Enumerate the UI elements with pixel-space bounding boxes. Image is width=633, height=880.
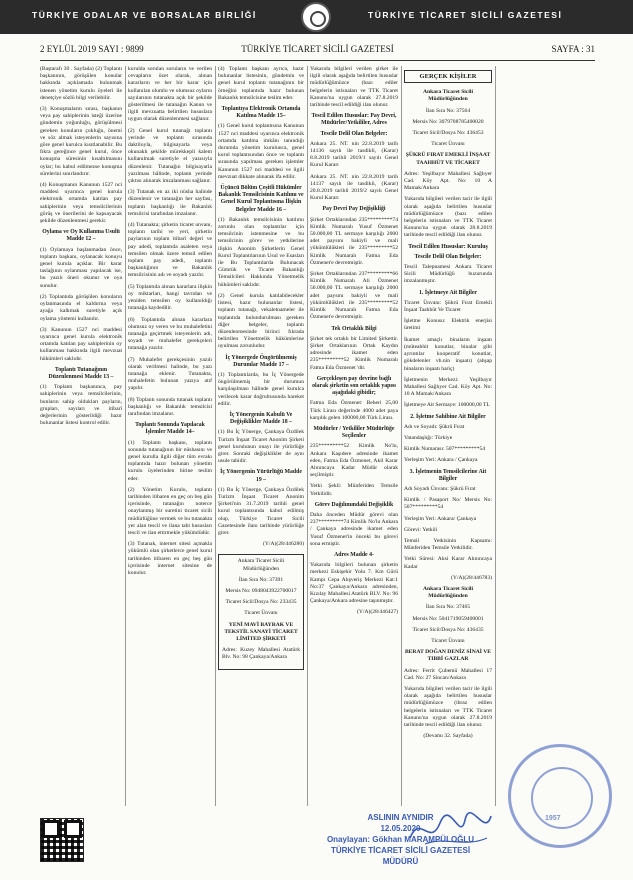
paragraph: Kimlik Numarası: 507*********54 <box>404 446 486 453</box>
paragraph: (Baştarafı 30 . Sayfada) (2) Toplantı başkanının, görüşülen konular hakkında açıklamada bulunmak istenen yönetim kurulu üyeleri ile denetçiye sözlü bilgi verilebilir. <box>40 66 122 101</box>
notice-line: Ticaret Sicil/Dosya No: 436453 <box>412 130 484 137</box>
paragraph: Vatandaşlığı: Türkiye <box>404 434 453 441</box>
paragraph: 235*********52 Kimlik No'lu, Ankara Kaşıdere adresinde ikamet eden, Fatma Eda Özmenet, Akil Karar Alınıncaya Kadar Müdür olarak seçilmiştir. <box>310 443 398 479</box>
notice-line: Mersis No: 3079708785400020 <box>412 118 484 125</box>
paragraph: İşletmenin Merkezi: Yeşilbayır Mahallesi Sağlıyer Cad. Köy Apt. No: 10 A Mamak/Ankara <box>404 376 492 398</box>
banner-right-text: TÜRKİYE TİCARET SİCİLİ GAZETESİ <box>368 10 563 20</box>
paragraph: Adres: Yeşilbayır Mahallesi Sağlıyer Cad. Köy Apt. No: 10 A Mamak/Ankara <box>404 170 492 192</box>
gazette-title: TÜRKİYE TİCARET SİCİLİ GAZETESİ <box>241 44 394 54</box>
section-heading: 2. İşletme Sahibine Ait Bilgiler <box>410 413 486 420</box>
paragraph: (3) Konuşmaların sırası, başkanın veya pay sahiplerinin isteği üzerine gündemin yoğunluğu, görüşülmesi gereken konuların çokluğu, önemi ve söz almak isteyenlerin sayısına göre genel kurulca kısıtlanabilir. Bu fıkra gereğince genel kurul, önce konuşma süresinin kısaltılmasını oylar; bu kabul edilmezse konuşma sürelerini sınırlandırır. <box>40 106 122 177</box>
column-divider <box>495 66 496 806</box>
notice-line: Mersis No: 0948043922700017 <box>225 588 297 594</box>
paragraph: Yukarıda bilgileri bulunan şirketin merkezi Eskişehir Yolu 7. Km Gürü Kampı Cepa Alışveriş Merkezi Kat:1 No:37 Çankaya/Ankara adresinden, Kızılay Mahallesi Atatürk BLV. No: 96 Çankaya/Ankara adresine taşınmıştır. <box>310 562 398 605</box>
column-3 <box>218 66 304 746</box>
paragraph: (4) Konuşmanın Kanunun 1527 nci maddesi uyarınca genel kurula elektronik ortamda katılan pay sahiplerinin veya temsilcilerinin görüş ve önerilerini de kapsayacak şekilde düzenlenmesi gerekir. <box>40 182 122 225</box>
paragraph: Yerleşim Yeri: Ankara/ Çankaya <box>404 515 477 522</box>
company-name: ŞÜKRÜ FIRAT EMEKLİ İNŞAAT TAAHHÜT VE TİCARET <box>405 152 491 166</box>
paragraph: Yerleşim Yeri: Ankara / Çankaya <box>404 457 478 464</box>
paragraph: Şirket tek ortaklı bir Limited Şirkettir. Şirket Ortaklarının Ortak Kaydın adresinde ikamet eden 235*********52 Kimlik Numaralı Fatma Eda Özmenet 'dir. <box>310 335 398 371</box>
paragraph: (3) Tutanak en az iki nüsha halinde düzenlenir ve tutanağın her sayfası, toplantı başkanlığı ile Bakanlık temsilcisi tarafından imzalanır. <box>128 189 212 217</box>
paragraph: Yukarıda bilgileri verilen tacir ile ilgili olarak aşağıda belirtilen hususlar müdürlüğümüzce (ibraz edilen belgelerin istisnaları ve TTK Ticaret Kanunu'na uygun olarak 27.8.2019 tarihinde tescil edildiği ilan olunur. <box>404 686 492 729</box>
section-heading: Toplantı Sonunda Yapılacak İşlemler Madde 14– <box>135 422 205 436</box>
section-heading: 1. İşletmeye Ait Bilgiler <box>419 289 477 296</box>
section-heading: İç Yönergede Öngörülmemiş Durumlar Madde 17 – <box>225 354 297 368</box>
paragraph: Ankara 25. NT. nin 22.8.2019 tarih 14136 sayılı ile tasdikli, (Karar) 8.8.2019 tarihli 2019/1 sayılı Genel Kurul Kararı <box>310 140 398 169</box>
section-heading: Tescile Delil Olan Belgeler: <box>414 253 482 260</box>
section-heading: İç Yönergenin Kabulü Ve Değişiklikler Madde 18 – <box>229 411 293 426</box>
paragraph: Adı ve Soyadı: Şükrü Fırat <box>404 423 465 430</box>
notice-line: İlan Sıra No: 37465 <box>425 604 471 611</box>
section-heading: 3. İşletmenin Temsilcilerine Ait Bilgiler <box>409 468 487 482</box>
column-divider <box>307 66 308 806</box>
notice-line: Ticaret Sicil/Dosya No: 436435 <box>412 626 484 633</box>
section-heading: Tescil Edilen Hususlar: Pay Devri, Müdürler/Yetkililer, Adres <box>311 113 397 127</box>
notice-line: Ankara Ticaret Sicili Müdürlüğünden <box>422 585 474 600</box>
paragraph: Şirket Ortaklarından 235*********74 Kimlik Numaralı Yusuf Özmenet 50.000,00 TL sermaye karşılığı 2000 adet paysını bakiyli ve mali yükümlülükleri ile 235*********52 Kimlik Numaralı Fatma Eda Özmenet'e devretmiştir. <box>310 216 398 266</box>
stamp-line: TÜRKİYE TİCARET SİCİLİ GAZETESİ <box>330 846 471 855</box>
paragraph: Ticaret Ünvanı: Şükrü Fırat Emekli İnşaat Taahhüt Ve Ticaret <box>404 299 492 314</box>
paragraph: (1) Toplantı başkanı, toplantı sonunda tutanağının bir nüshasını ve genel kurulla ilgili diğer tüm evrakı toplantıda hazır bulunan yönetim kurulu üyelerinden birine teslim eder. <box>128 439 212 482</box>
paragraph: (6) Toplantıda alınan kararlara olumsuz oy veren ve bu muhalefetini tutanağa geçirtmek isteyenlerin adı, soyadı ve muhalefet gerekçeleri tutanağa yazılır. <box>128 316 212 352</box>
stamp-line: MÜDÜRÜ <box>382 857 419 866</box>
notice-line: Ticaret Ünvanı <box>431 141 465 148</box>
continued-note: (Devamı 32. Sayfada) <box>423 733 473 740</box>
paragraph: Şirket Ortaklarından 237*********66 Kimlik Numaralı Ali Özmenet 50.000,00 TL sermaye karşılığı 2000 adet paysını bakiyli ve mali yükümlülükleri ile 235*********52 Kimlik Numaralı Fatma Eda Özmenet'e devretmiştir. <box>310 271 398 321</box>
column-2 <box>128 66 212 826</box>
section-heading: Oylama ve Oy Kullanma Usulü Madde 12 – <box>42 229 120 243</box>
section-heading: Görev Dağılımındaki Değişiklik <box>314 501 394 508</box>
section-heading: Gerçekleşen pay devrine bağlı olarak şirketin son ortaklık yapısı aşağıdaki gibidir; <box>312 375 396 397</box>
paragraph: Ankara 25. NT. nin 22.8.2019 tarih 14137 sayılı ile tasdikli, (Karar) 20.8.2019 tarihli 2019/2 sayılı Genel Kurul Kararı <box>310 173 398 202</box>
paragraph: Yukarıda bilgileri verilen tacir ile ilgili olarak aşağıda belirtilen hususlar müdürlüğümüzce (bazı edilen belgelerin istisnaları ve TTK Ticaret Kanunu'na uygun olarak 28.8.2019 tarihinde tescil edildiği ilan olunur. <box>404 196 492 239</box>
paragraph: (5) Toplantıda alınan kararlara ilişkin oy miktarları, hangi tavrıdan ve yeniden temsilen oy kullanıldığı tutanağa kaydedilir. <box>128 283 212 312</box>
paragraph: İkamet amaçlı binaların inşaatı (müteahhit konutlar, binalar gibi ayrıntılar kooperatif konutlar, gökdelenler vb.nin inşaatı) (ahşap binaların inşaatı hariç) <box>404 336 492 372</box>
section-heading: Toplantıya Elektronik Ortamda Katılma Madde 15– <box>221 106 301 120</box>
paragraph: Temsil Yetkisinin Kapsamı: Münferiden Temsile Yetkilidir. <box>404 537 492 552</box>
paragraph: (7) Muhalefet gerekçesinin yazılı olarak verilmesi halinde, bu yazı tutanağa eklenir. Tutanakta, muhalefetin bulunan yazıya atıf yapılır. <box>128 356 212 392</box>
notice-line: Ankara Ticaret Sicili Müdürlüğünden <box>237 558 285 572</box>
section-box-title: GERÇEK KİŞİLER <box>404 70 492 83</box>
banner-left-text: TÜRKİYE ODALAR VE BORSALAR BİRLİĞİ <box>32 10 257 20</box>
paragraph: (1) Toplantılarda, bu İç Yönergede öngörülmemiş bir durumun karşılaşılması hâlinde genel kurulca verilecek karar doğrultusunda hareket edilir. <box>218 371 304 407</box>
stamp-date: 12.05.2020 <box>380 824 421 833</box>
paragraph: Daha önceden Müdür görevi olan 237*********74 Kimlik No'lu Ankara / Çankaya adresinde ikamet eden Yusuf Özmenet'in önceki bu görevi sona ermiştir. <box>310 511 398 547</box>
paragraph: (2) Toplantıda görüşülen konuların oylanmasında el kaldırma veya ayağa kalkmak suretiyle açık oylama yöntemi kullanılır. <box>40 293 122 322</box>
column-1 <box>40 66 122 816</box>
column-5 <box>404 66 492 831</box>
seal-year: 1957 <box>545 815 561 822</box>
stamp-line: Onaylayan: Gökhan MARAMPÜLOĞLU <box>326 835 475 844</box>
issue-date: 2 EYLÜL 2019 SAYI : 9899 <box>40 44 144 54</box>
paragraph: (1) Oylamaya başlanmadan önce, toplantı başkanı, oylanacak konuyu genel kurula açıklar. Bir karar taslağının oylanması yapılacak ise, bu yazılı öneri okunur ve oya sunulur. <box>40 246 122 289</box>
certification-stamp <box>278 812 523 867</box>
notice-block <box>218 554 304 669</box>
section-heading: Müdürler / Yetkililer Müdürlüğe Seçilenler <box>313 425 395 440</box>
notice-line: Ticaret Sicil/Dosya No: 233435 <box>225 599 297 606</box>
page-number: SAYFA : 31 <box>551 44 595 54</box>
qr-code-icon <box>40 818 84 862</box>
section-heading: Pay Devri Pay Değişikliği <box>322 206 386 213</box>
reference-code: (Y/A)(28/446280) <box>262 541 304 548</box>
official-seal-icon <box>508 744 612 848</box>
column-divider <box>125 66 126 806</box>
top-banner <box>0 0 633 34</box>
section-heading: Üçüncü Bölüm Çeşitli Hükümler Bakanlık Temsilcisinin Katılımı ve Genel Kurul Toplantısına İlişkin Belgeler Madde 16 – <box>218 185 304 213</box>
section-heading: Adres Madde 4- <box>334 551 374 558</box>
company-name: BERAT DOĞAN DENİZ SİNAİ VE TIBBİ GAZLAR <box>404 649 492 663</box>
company-name: YENİ MAVİ BAYRAK VE TEKSTİL SANAYİ TİCARET LİMİTED ŞİRKETİ <box>224 621 298 643</box>
paragraph: Görevi: Yetkili <box>404 526 438 533</box>
column-4 <box>310 66 398 836</box>
paragraph: (2) Yönetim Kurulu, toplantı tarihinden itibaren en geç on beş gün içerisinde, tutanağın noterce onaylanmış bir suretini ticaret sicili müdürlüğüne vermek ve bu tutanakta yer alan tescil ve ilana tabi hususları tescil ve ilan ettirmekle yükümlüdür. <box>128 486 212 536</box>
stamp-line: ASLININ AYNIDIR <box>367 813 434 822</box>
paragraph: (4) Tutanakta; şirketin ticaret unvanı, toplantı tarihi ve yeri, şirketin paylarının toplam itibarî değeri ve pay adedi, toplantıda asaleten veya temsilen olmak üzere temsil edilen toplam pay adedi, toplantı başkanlığının ve Bakanlık temsilcisinin adı ve soyadı yazılır. <box>128 222 212 279</box>
paragraph: (3) Tutanak, internet sitesi açmakla yükümlü olan şirketlerce genel kurul tarihinden itibaren en geç beş gün içerisinde internet sitesine de konulur. <box>128 541 212 576</box>
header-rule <box>40 60 595 61</box>
notice-line: İlan Sıra No: 37564 <box>425 107 471 114</box>
notice-line: Mersis No: 5041719059400001 <box>412 615 484 622</box>
paragraph: Tescil Talepnamesi Ankara Ticaret Sicili Müdürlüğü huzurunda imzalanmıştır. <box>404 264 492 285</box>
paragraph: (1) Bu İç Yönerge, Çankaya Özdilek Turizm İnşaat Ticaret Anonim Şirketi'nin 31.7.2019 tarihli genel kurul toplantısında kabul edilmiş olup, Türkiye Ticaret Sicili Gazetesinde ilanı tarihinde yürürlüğe girer. <box>218 486 304 536</box>
notice-line: Adres: Kuzey Mahallesi Atatürk Blv. No: 98 Çankaya/Ankara <box>222 647 300 661</box>
paragraph: Kimlik / Pasaport No/ Mersis No: 507*********54 <box>404 497 492 511</box>
notice-line: İlan Sıra No: 37391 <box>238 576 284 583</box>
paragraph: Fatma Eda Özmenet: Beheri 25,00 Türk Lirası değerinde 4000 adet paya karşılık gelen 100000,00 Türk Lirası. <box>310 400 398 421</box>
reference-code: (Y/A)(28/446783) <box>450 574 492 581</box>
paragraph: (3) Kanunun 1527 nci maddesi uyarınca genel kurula elektronik ortamda katılan pay sahiplerinin oy kullanması hakkında ilgili mevzuat hükümleri saklıdır. <box>40 326 122 362</box>
paragraph: (1) Bakanlık temsilcisinin katılımı zorunlu olan toplantılar için temsilcinin istenmesine ve bu temsilcinin görev ve yetkilerine ilişkin Anonim Şirketlerin Genel Kurul Toplantılarının Usul ve Esasları ile Bu Toplantılarda Bulunacak Gümrük ve Ticaret Bakanlığı Temsilcileri Hakkında Yönetmelik hükümleri saklıdır. <box>218 216 304 288</box>
notice-line: Ticaret Ünvanı <box>244 610 278 617</box>
paragraph: (2) Genel kurula katılabilecekler listesi, hazır bulunanlar listesi, toplantı tutanağı, vekaletnameler ile toplantıda bulundurulması gereken diğer belgeler, toplantı düzenlenmesinde birinci fıkrada belirtilen Yönetmelik hükümlerine uyulması zorunludur. <box>218 292 304 350</box>
section-heading: İç Yönergenin Yürürlüğü Madde 19 – <box>220 469 302 483</box>
paragraph: (1) Toplantı başkanınca, pay sahiplerinin veya temsilcilerinin, bunların sahip oldukları payların, grupları, sayıları ve itibarî değerlerinin gösterildiği hazır bulunanlar listesi kontrol edilir. <box>40 384 122 427</box>
paragraph: (2) Genel kurul tutanağı toplantı yerinde ve toplantı sırasında daktiloyla, bilgisayarla veya okunaklı şekilde mürekkepli kalem kullanılmak suretiyle el yazısıyla düzenlenir. Tutanağın bilgisayarla yazılması hâlinde, toplantı yerinde çıktısı alınarak imzalanması sağlanır. <box>128 127 212 185</box>
paragraph: (1) Genel kurul toplantısına Kanunun 1527 nci maddesi uyarınca elektronik ortamda katılma imkânı tanındığı durumda yönetim kurulunca, genel kurul toplantısından önce ve toplantı sırasında yapılması gereken işlemler Kanunun 1527 nci maddesi ve ilgili mevzuat dikkate alınarak ifa edilir. <box>218 123 304 180</box>
paragraph: Adres: Ferrit Çubemü Mahallesi 17 Cad. No: 27 Sincan/Ankara <box>404 667 492 681</box>
paragraph: (1) Bu İç Yönerge, Çankaya Özdilek Turizm İnşaat Ticaret Anonim Şirketi genel kurulunun onayı ile yürürlüğe girer. Sonraki değişiklikler de aynı usule tabidir. <box>218 429 304 465</box>
column-divider <box>401 66 402 806</box>
reference-code: (Y/A)(28/446427) <box>356 609 398 616</box>
section-heading: Tek Ortaklık Bilgi <box>331 325 377 332</box>
paragraph: (4) Toplantı başkanı ayrıca, hazır bulunanlar listesinin, gündemin ve genel kurul toplantı tutanağının bir örneğini toplantıda hazır bulunan Bakanlık temsilcisine teslim eder. <box>218 66 304 101</box>
paragraph: (8) Toplantı sonunda tutanak toplantı başkanlığı ve Bakanlık temsilcisi tarafından imzalanır. <box>128 396 212 417</box>
notice-line: Ankara Ticaret Sicili Müdürlüğünden <box>422 89 474 103</box>
paragraph: Yukarıda bilgileri verilen şirket ile ilgili olarak aşağıda belirtilen hususlar müdürlüğümüzce (bazı ediler belgelerin istisnaları ve TTK Ticaret Kanunu'na uygun olarak 27.8.2019 tarihinde tescil edildiği ilan olunur. <box>310 66 398 109</box>
section-heading: Toplantı Tutanağının Düzenlenmesi Madde 13 – <box>48 366 114 380</box>
paragraph: İşletmeye Ait Sermaye: 100000,00 TL <box>404 402 490 409</box>
notice-line: Ticaret Ünvanı <box>431 637 465 644</box>
paragraph: Yetki Süresi: Aksi Karar Alınıncaya Kadar <box>404 556 492 570</box>
emblem-icon <box>301 2 331 32</box>
paragraph: Yetki Şekli: Münferiden Temsile Yetkilidir. <box>310 483 398 497</box>
section-heading: Tescile Delil Olan Belgeler: <box>320 130 388 137</box>
page-header <box>40 44 595 58</box>
section-heading: Tescil Edilen Hususlar: Kuruluş <box>408 243 488 250</box>
paragraph: Adı Soyadı Ünvanı: Şükrü Fırat <box>404 485 476 492</box>
column-divider <box>215 66 216 806</box>
paragraph: kurulda sorulan soruların ve verilen cevapların özet olarak, alınan kararların ve her bir karar için kullanılan olumlu ve olumsuz oyların sayılarının tutanakta açık bir şekilde gösterilmesi ile tutanağın Kanun ve ilgili mevzuatta belirtilen hususlara uygun olarak düzenlenmesi sağlanır. <box>128 66 212 123</box>
paragraph: İşletme Konusu: Elektrik enerjisi üretimi <box>404 318 492 332</box>
